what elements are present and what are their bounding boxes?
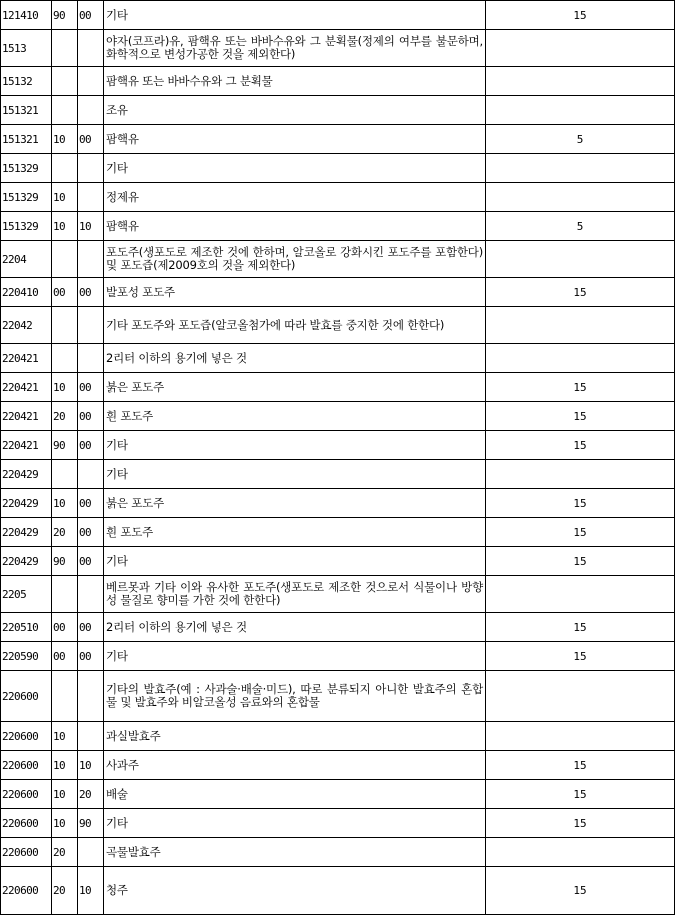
sub-code-b-cell: 00 [78,489,104,518]
description-cell: 곡물발효주 [104,838,486,867]
hs-code-cell: 220600 [1,751,52,780]
tariff-table-body [1,1,675,915]
tariff-rate-cell: 15 [486,751,675,780]
sub-code-b-cell: 00 [78,613,104,642]
sub-code-a-cell [52,96,78,125]
table-row [1,212,675,241]
tariff-rate-cell: 15 [486,431,675,460]
sub-code-a-cell [52,460,78,489]
hs-code-cell: 121410 [1,1,52,30]
sub-code-b-cell: 00 [78,1,104,30]
sub-code-b-cell [78,241,104,278]
hs-code-cell: 220429 [1,518,52,547]
sub-code-b-cell: 10 [78,751,104,780]
sub-code-b-cell [78,307,104,344]
sub-code-b-cell: 00 [78,373,104,402]
sub-code-b-cell [78,183,104,212]
hs-code-cell: 220600 [1,722,52,751]
table-row [1,613,675,642]
tariff-rate-cell [486,722,675,751]
tariff-rate-cell: 15 [486,278,675,307]
tariff-rate-cell [486,183,675,212]
description-cell: 기타 [104,642,486,671]
description-cell: 베르못과 기타 이와 유사한 포도주(생포도로 제조한 것으로서 식물이나 방향성 물질로 향미를 가한 것에 한한다) [104,576,486,613]
description-cell: 팜핵유 또는 바바수유와 그 분획물 [104,67,486,96]
table-row [1,489,675,518]
sub-code-b-cell [78,30,104,67]
hs-code-cell: 1513 [1,30,52,67]
sub-code-a-cell: 90 [52,547,78,576]
tariff-rate-cell: 15 [486,642,675,671]
tariff-rate-cell: 15 [486,518,675,547]
description-cell: 팜핵유 [104,212,486,241]
sub-code-a-cell: 20 [52,518,78,547]
sub-code-b-cell [78,154,104,183]
description-cell: 기타 포도주와 포도즙(알코올첨가에 따라 발효를 중지한 것에 한한다) [104,307,486,344]
tariff-rate-cell: 5 [486,125,675,154]
sub-code-b-cell: 00 [78,547,104,576]
table-row [1,576,675,613]
tariff-rate-cell: 15 [486,1,675,30]
sub-code-b-cell: 00 [78,125,104,154]
sub-code-a-cell [52,344,78,373]
table-row [1,431,675,460]
tariff-rate-cell [486,576,675,613]
tariff-rate-cell [486,460,675,489]
hs-code-cell: 220429 [1,460,52,489]
sub-code-b-cell: 10 [78,867,104,915]
sub-code-b-cell: 90 [78,809,104,838]
sub-code-a-cell: 10 [52,780,78,809]
sub-code-a-cell: 10 [52,751,78,780]
tariff-rate-cell: 15 [486,780,675,809]
sub-code-a-cell: 10 [52,125,78,154]
description-cell: 과실발효주 [104,722,486,751]
hs-code-cell: 2205 [1,576,52,613]
table-row [1,722,675,751]
table-row [1,278,675,307]
tariff-rate-cell: 15 [486,547,675,576]
sub-code-a-cell: 10 [52,489,78,518]
hs-code-cell: 220421 [1,431,52,460]
description-cell: 조유 [104,96,486,125]
sub-code-b-cell: 00 [78,642,104,671]
sub-code-a-cell: 90 [52,1,78,30]
table-row [1,867,675,915]
sub-code-b-cell [78,67,104,96]
tariff-rate-cell [486,30,675,67]
table-row [1,402,675,431]
sub-code-a-cell [52,241,78,278]
sub-code-b-cell [78,838,104,867]
sub-code-a-cell [52,576,78,613]
description-cell: 붉은 포도주 [104,373,486,402]
hs-code-cell: 220600 [1,809,52,838]
hs-code-cell: 220421 [1,344,52,373]
table-row [1,183,675,212]
sub-code-a-cell: 10 [52,809,78,838]
sub-code-b-cell [78,460,104,489]
table-row [1,307,675,344]
tariff-rate-cell [486,67,675,96]
sub-code-a-cell [52,154,78,183]
hs-code-cell: 151329 [1,183,52,212]
tariff-rate-cell: 15 [486,489,675,518]
description-cell: 기타 [104,809,486,838]
sub-code-b-cell [78,344,104,373]
hs-code-cell: 220410 [1,278,52,307]
sub-code-a-cell: 10 [52,212,78,241]
table-row [1,154,675,183]
sub-code-a-cell: 10 [52,722,78,751]
hs-code-cell: 151321 [1,125,52,154]
sub-code-a-cell: 90 [52,431,78,460]
sub-code-a-cell: 00 [52,278,78,307]
hs-code-cell: 220510 [1,613,52,642]
table-row [1,780,675,809]
tariff-rate-cell: 15 [486,402,675,431]
hs-code-cell: 151329 [1,154,52,183]
description-cell: 발포성 포도주 [104,278,486,307]
tariff-rate-cell [486,671,675,722]
table-row [1,642,675,671]
table-row [1,671,675,722]
table-row [1,460,675,489]
hs-code-cell: 220590 [1,642,52,671]
hs-code-cell: 220600 [1,671,52,722]
sub-code-b-cell: 00 [78,278,104,307]
sub-code-b-cell: 00 [78,431,104,460]
sub-code-a-cell [52,30,78,67]
tariff-rate-cell: 15 [486,867,675,915]
description-cell: 정제유 [104,183,486,212]
table-row [1,241,675,278]
tariff-rate-cell: 5 [486,212,675,241]
sub-code-b-cell [78,722,104,751]
description-cell: 야자(코프라)유, 팜핵유 또는 바바수유와 그 분획물(정제의 여부를 불문하며, 화학적으로 변성가공한 것을 제외한다) [104,30,486,67]
hs-code-cell: 2204 [1,241,52,278]
sub-code-b-cell [78,96,104,125]
sub-code-a-cell [52,671,78,722]
hs-code-cell: 220600 [1,838,52,867]
hs-code-cell: 151329 [1,212,52,241]
description-cell: 사과주 [104,751,486,780]
description-cell: 팜핵유 [104,125,486,154]
table-row [1,809,675,838]
table-row [1,838,675,867]
hs-code-cell: 220429 [1,547,52,576]
sub-code-b-cell: 00 [78,518,104,547]
hs-code-cell: 220600 [1,867,52,915]
description-cell: 청주 [104,867,486,915]
sub-code-a-cell: 20 [52,838,78,867]
sub-code-a-cell: 10 [52,373,78,402]
tariff-rate-cell [486,838,675,867]
hs-code-cell: 151321 [1,96,52,125]
sub-code-b-cell [78,576,104,613]
table-row [1,125,675,154]
description-cell: 기타 [104,154,486,183]
tariff-rate-cell [486,344,675,373]
description-cell: 흰 포도주 [104,518,486,547]
tariff-rate-cell: 15 [486,809,675,838]
table-row [1,344,675,373]
table-row [1,547,675,576]
description-cell: 기타 [104,460,486,489]
table-row [1,30,675,67]
sub-code-a-cell: 00 [52,613,78,642]
tariff-rate-cell [486,154,675,183]
sub-code-b-cell: 00 [78,402,104,431]
description-cell: 2리터 이하의 용기에 넣은 것 [104,344,486,373]
description-cell: 기타의 발효주(예 : 사과술·배술·미드), 따로 분류되지 아니한 발효주의 혼합물 및 발효주와 비알코올성 음료와의 혼합물 [104,671,486,722]
table-row [1,373,675,402]
hs-code-cell: 220600 [1,780,52,809]
description-cell: 기타 [104,547,486,576]
tariff-rate-cell [486,307,675,344]
description-cell: 붉은 포도주 [104,489,486,518]
sub-code-b-cell: 10 [78,212,104,241]
description-cell: 기타 [104,431,486,460]
table-row [1,751,675,780]
tariff-rate-cell [486,241,675,278]
description-cell: 흰 포도주 [104,402,486,431]
tariff-rate-cell [486,96,675,125]
sub-code-a-cell: 10 [52,183,78,212]
sub-code-a-cell [52,67,78,96]
sub-code-b-cell: 20 [78,780,104,809]
table-row [1,1,675,30]
description-cell: 포도주(생포도로 제조한 것에 한하며, 알코올로 강화시킨 포도주를 포함한다) 및 포도즙(제2009호의 것을 제외한다) [104,241,486,278]
hs-code-cell: 220421 [1,402,52,431]
sub-code-a-cell [52,307,78,344]
sub-code-b-cell [78,671,104,722]
table-row [1,67,675,96]
description-cell: 2리터 이하의 용기에 넣은 것 [104,613,486,642]
table-row [1,96,675,125]
description-cell: 배술 [104,780,486,809]
tariff-rate-cell: 15 [486,373,675,402]
hs-code-cell: 220421 [1,373,52,402]
table-row [1,518,675,547]
sub-code-a-cell: 20 [52,402,78,431]
hs-code-cell: 15132 [1,67,52,96]
sub-code-a-cell: 20 [52,867,78,915]
hs-code-cell: 220429 [1,489,52,518]
tariff-rate-cell: 15 [486,613,675,642]
hs-code-cell: 22042 [1,307,52,344]
sub-code-a-cell: 00 [52,642,78,671]
description-cell: 기타 [104,1,486,30]
